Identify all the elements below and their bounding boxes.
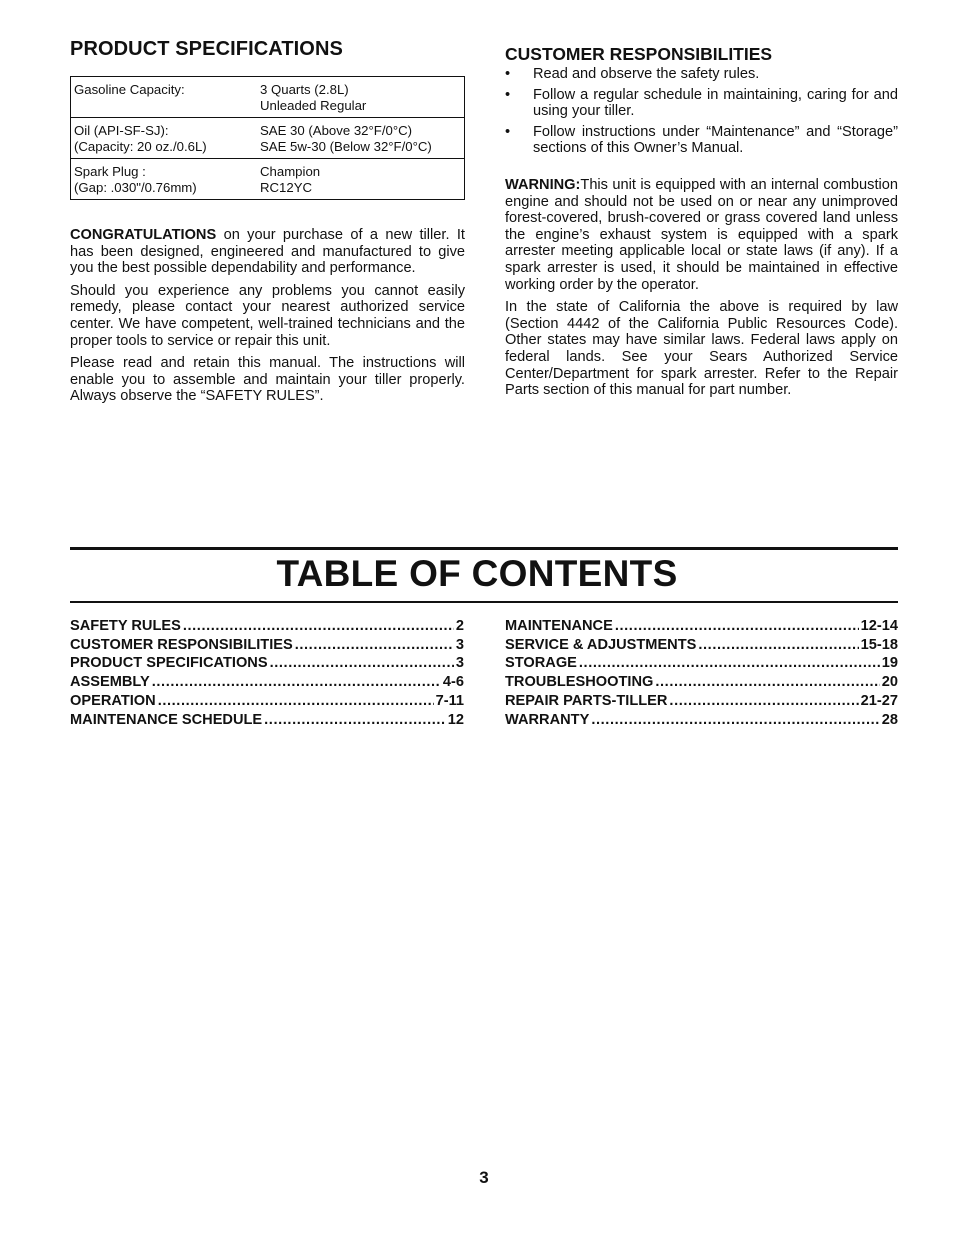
toc-leader xyxy=(591,711,879,730)
spec-label-line: Oil (API-SF-SJ): xyxy=(74,123,169,138)
toc-entry[interactable] xyxy=(70,617,464,636)
toc-leader xyxy=(698,636,858,655)
spec-value-line: SAE 5w-30 (Below 32°F/0°C) xyxy=(260,138,432,154)
toc-entry[interactable] xyxy=(505,654,898,673)
toc-entry[interactable] xyxy=(505,636,898,655)
list-item: • Follow a regular schedule in maintaining, caring for and using your tiller. xyxy=(505,87,898,120)
toc-entry-label: MAINTENANCE SCHEDULE xyxy=(70,711,263,728)
left-column xyxy=(70,38,465,405)
toc-entry-page: 4-6 xyxy=(442,674,464,691)
spec-value xyxy=(257,118,465,159)
toc-entry[interactable] xyxy=(70,692,464,711)
toc-entry[interactable] xyxy=(70,636,464,655)
spec-value-line: Unleaded Regular xyxy=(260,97,367,113)
spec-value-line: 3 Quarts (2.8L) xyxy=(260,82,349,97)
toc-leader xyxy=(270,654,454,673)
spec-label xyxy=(71,118,258,159)
toc-entry-label: WARRANTY xyxy=(505,711,590,728)
california-law-paragraph: In the state of California the above is required by law (Section 4442 of the California Public Resources Code). Other states may have similar laws. Federal laws apply on federal lands. See your Sears Authorized Service Center/Department for spark arrester. Refer to the Repair Parts section of this manual for part number. xyxy=(505,299,898,399)
toc-entry[interactable] xyxy=(70,673,464,692)
toc-entry[interactable] xyxy=(505,673,898,692)
congratulations-paragraph xyxy=(70,227,465,277)
toc-leader xyxy=(295,636,454,655)
toc-entry[interactable] xyxy=(505,617,898,636)
toc-entry-page: 12 xyxy=(447,711,464,728)
warning-paragraph xyxy=(505,177,898,293)
toc-entry-label: STORAGE xyxy=(505,655,577,672)
toc-leader xyxy=(158,692,434,711)
product-specifications-heading: PRODUCT SPECIFICATIONS xyxy=(70,38,343,60)
spec-value xyxy=(257,77,465,118)
spec-value-line: SAE 30 (Above 32°F/0°C) xyxy=(260,123,413,138)
toc-entry-label: MAINTENANCE xyxy=(505,618,613,634)
list-item: • Follow instructions under “Maintenance” and “Storage” sections of this Owner’s Manual. xyxy=(505,124,898,157)
toc-entry-label: TROUBLESHOOTING xyxy=(505,674,654,691)
toc-entry-page: 2 xyxy=(455,618,464,634)
toc-entry[interactable] xyxy=(70,711,464,730)
toc-leader xyxy=(669,692,858,711)
toc-bottom-rule xyxy=(70,601,898,603)
toc-entry[interactable] xyxy=(505,711,898,730)
toc-entry[interactable] xyxy=(505,692,898,711)
spec-label-line: (Capacity: 20 oz./0.6L) xyxy=(74,138,207,154)
toc-leader xyxy=(183,617,454,636)
toc-entry-page: 20 xyxy=(881,674,898,691)
toc-entry-label: OPERATION xyxy=(70,692,156,709)
toc-entry-page: 15-18 xyxy=(860,636,898,653)
spec-label-line: (Gap: .030"/0.76mm) xyxy=(74,179,197,195)
toc-leader xyxy=(615,617,859,636)
toc-entry-page: 28 xyxy=(881,711,898,728)
toc-entry-label: SERVICE & ADJUSTMENTS xyxy=(505,636,697,653)
list-item: • Read and observe the safety rules. xyxy=(505,66,898,83)
toc-leader xyxy=(655,673,879,692)
spec-value-line: Champion xyxy=(260,164,321,179)
toc-entry-label: PRODUCT SPECIFICATIONS xyxy=(70,655,268,672)
toc-entry-page: 19 xyxy=(881,655,898,672)
toc-right-column xyxy=(505,617,898,729)
customer-responsibilities-heading: CUSTOMER RESPONSIBILITIES xyxy=(505,44,773,64)
toc-title: TABLE OF CONTENTS xyxy=(276,553,678,594)
toc-entry-label: REPAIR PARTS-TILLER xyxy=(505,692,668,709)
toc-leader xyxy=(152,673,441,692)
congratulations-bold: CONGRATULATIONS xyxy=(70,227,217,243)
spec-value-line: RC12YC xyxy=(260,179,313,195)
responsibilities-list xyxy=(505,66,898,157)
toc-top-rule xyxy=(70,547,898,550)
toc-entry-page: 7-11 xyxy=(435,692,464,709)
spec-label xyxy=(71,77,258,118)
right-column xyxy=(505,44,898,399)
toc-entry-page: 12-14 xyxy=(860,618,898,634)
table-row xyxy=(71,159,465,200)
spec-label-line: Spark Plug : xyxy=(74,164,146,179)
toc-entry-page: 21-27 xyxy=(860,692,898,709)
specifications-table xyxy=(70,76,465,200)
toc-leader xyxy=(264,711,446,730)
toc-leader xyxy=(579,654,880,673)
toc-entry-label: CUSTOMER RESPONSIBILITIES xyxy=(70,636,293,653)
spec-label-line: Gasoline Capacity: xyxy=(74,82,185,97)
toc-entry-label: SAFETY RULES xyxy=(70,618,181,634)
table-row xyxy=(71,118,465,159)
page-number: 3 xyxy=(479,1168,489,1187)
warning-text: This unit is equipped with an internal combustion engine and should not be used on or near any unimproved forest-covered, brush-covered or grass covered land unless the engine’s exhaust system is equipped with a spark arrester meeting applicable local or state laws (if any). If a spark arrester is used, it should be maintained in effective working order by the operator. xyxy=(505,176,898,293)
warning-label: WARNING: xyxy=(505,176,581,193)
toc-entry-label: ASSEMBLY xyxy=(70,674,150,691)
toc-left-column xyxy=(70,617,464,729)
toc-entry[interactable] xyxy=(70,654,464,673)
toc-entry-page: 3 xyxy=(455,655,464,672)
retain-manual-paragraph: Please read and retain this manual. The instructions will enable you to assemble and maintain your tiller properly. Always observe the “SAFETY RULES”. xyxy=(70,355,465,405)
toc-entry-page: 3 xyxy=(455,636,464,653)
service-paragraph: Should you experience any problems you cannot easily remedy, please contact your nearest authorized service center. We have competent, well-trained technicians and the proper tools to service or repair this unit. xyxy=(70,282,465,349)
table-row xyxy=(71,77,465,118)
spec-value xyxy=(257,159,465,200)
spec-label xyxy=(71,159,258,200)
congratulations-text: on your purchase of a new tiller. It has been designed, engineered and manufactured to give you the best possible dependability and performance. xyxy=(70,227,465,277)
